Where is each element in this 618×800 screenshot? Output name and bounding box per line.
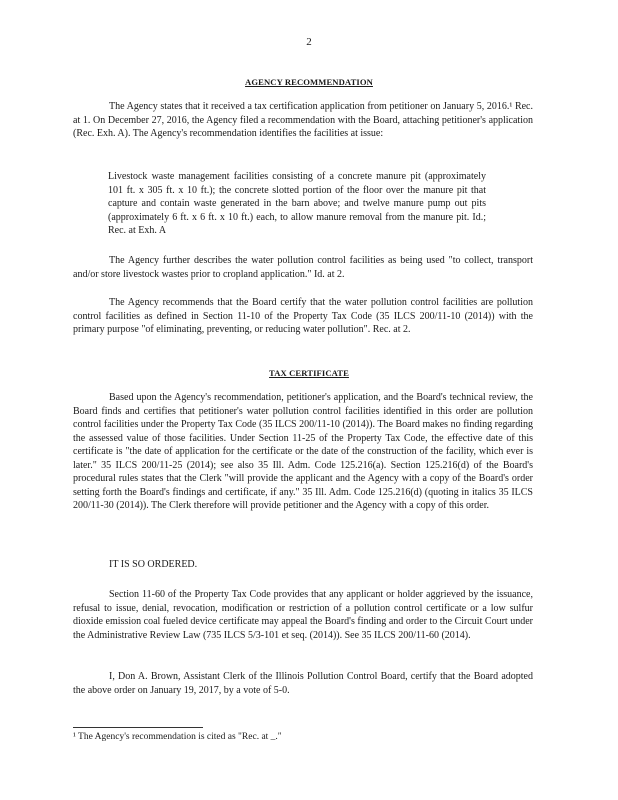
paragraph-appeal-rights: Section 11-60 of the Property Tax Code provides that any applicant or holder aggrieved by the issuance, refusal to issue, denial, revocation, modification or restriction of a pollution control certificate or a low sulfur dioxide emission coal fueled device certificate may appeal the Board's finding and order to the Circuit Court under the Administrative Review Law (735 ILCS 5/3-101 et seq. (2014)). See 35 ILCS 200/11-60 (2014). [73, 589, 533, 641]
footnote-divider [73, 727, 203, 728]
heading-agency-recommendation: AGENCY RECOMMENDATION [245, 77, 373, 87]
paragraph-so-ordered: IT IS SO ORDERED. [109, 559, 198, 570]
heading-tax-certificate: TAX CERTIFICATE [269, 368, 349, 378]
page-number: 2 [306, 36, 312, 48]
paragraph-agency-receipt: The Agency states that it received a tax certification application from petitioner on January 5, 2016.¹ Rec. at 1. On December 27, 2016, the Agency filed a recommendation with the Board, attaching petitioner's application (Rec. Exh. A). The Agency's recommendation identifies the facilities at issue: [73, 101, 533, 139]
footnote: ¹ The Agency's recommendation is cited as "Rec. at _." [73, 732, 282, 742]
paragraph-clerk-certification: I, Don A. Brown, Assistant Clerk of the Illinois Pollution Control Board, certify that the Board adopted the above order on January 19, 2017, by a vote of 5-0. [73, 671, 533, 696]
paragraph-agency-describes: The Agency further describes the water pollution control facilities as being used "to collect, transport and/or store livestock wastes prior to cropland application." Id. at 2. [73, 255, 533, 280]
paragraph-board-findings: Based upon the Agency's recommendation, petitioner's application, and the Board's technical review, the Board finds and certifies that petitioner's water pollution control facilities identified in this order are pollution control facilities under the Property Tax Code (35 ILCS 200/11-10 (2014)). The Board makes no finding regarding the assessed value of those facilities. Under Section 11-25 of the Property Tax Code, the effective date of this certificate is "the date of application for the certificate or the date of the construction of the facility, which ever is later." 35 ILCS 200/11-25 (2014); see also 35 Ill. Adm. Code 125.216(a). Section 125.216(d) of the Board's procedural rules states that the Clerk "will provide the applicant and the Agency with a copy of the Board's order setting forth the Board's findings and certificate, if any." 35 Ill. Adm. Code 125.216(d) (quoting in italics 35 ILCS 200/11-30 (2014)). The Clerk therefore will provide petitioner and the Agency with a copy of this order. [73, 392, 533, 511]
block-quote-facilities: Livestock waste management facilities consisting of a concrete manure pit (approximately 101 ft. x 305 ft. x 10 ft.); the concrete slotted portion of the floor over the manure pit that capture and contain waste generated in the barn above; and twelve manure pump out pits (approximately 6 ft. x 6 ft. x 10 ft.) each, to allow manure removal from the manure pit. Id.; Rec. at Exh. A [108, 171, 486, 236]
paragraph-agency-recommends: The Agency recommends that the Board certify that the water pollution control facilities are pollution control facilities as defined in Section 11-10 of the Property Tax Code (35 ILCS 200/11-10 (2014)) with the primary purpose "of eliminating, preventing, or reducing water pollution". Rec. at 2. [73, 297, 533, 335]
